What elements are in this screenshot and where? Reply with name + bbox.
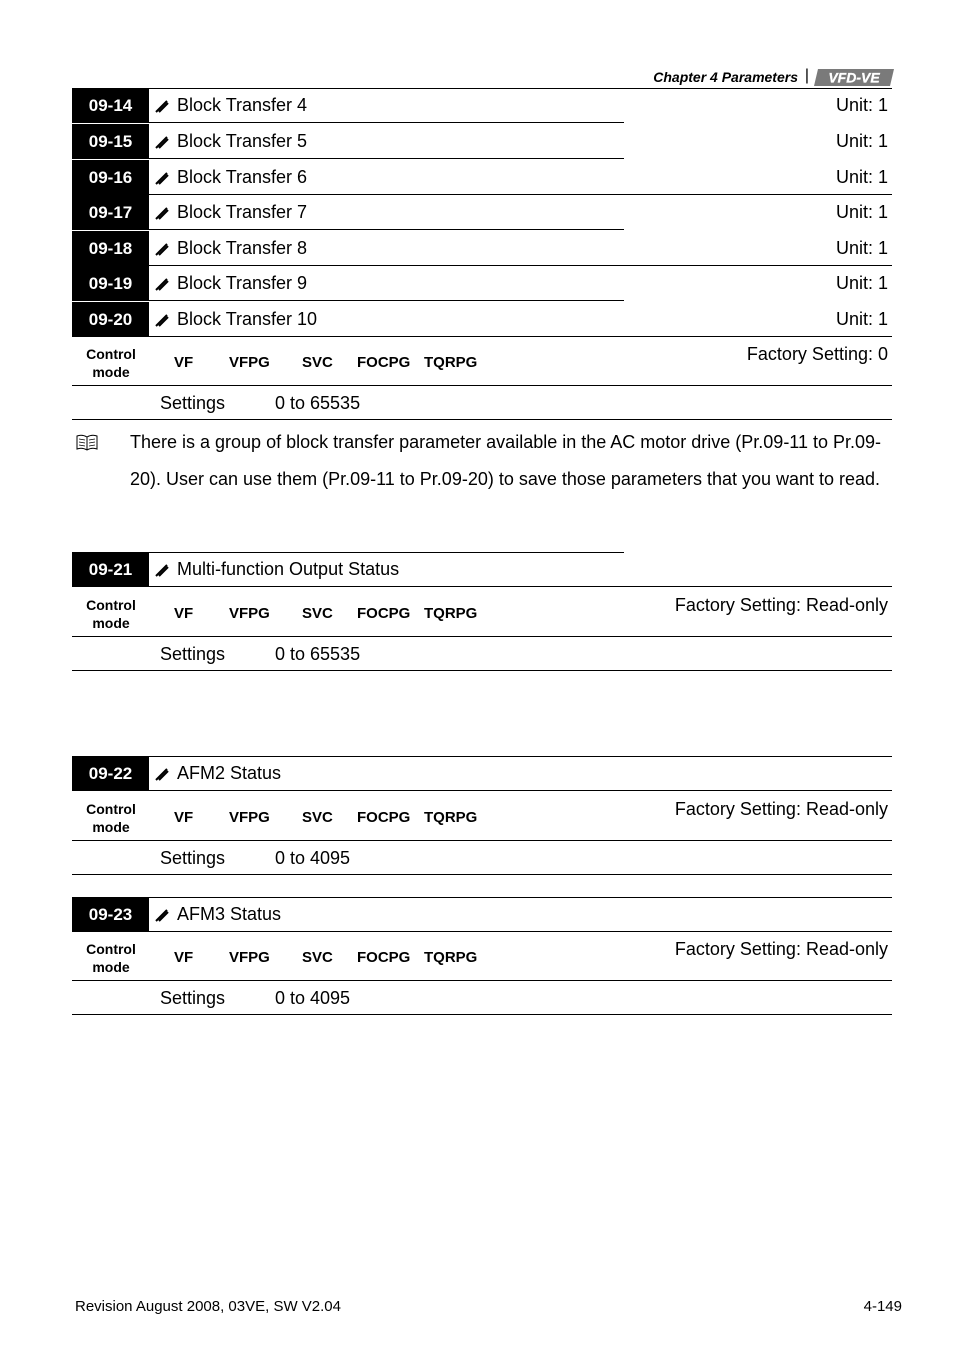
- mode-vfpg: VFPG: [229, 605, 270, 622]
- param-unit: Unit: 1: [835, 167, 888, 187]
- mode-svc: SVC: [302, 809, 333, 826]
- pencil-icon: [154, 312, 170, 328]
- mode-tqrpg: TQRPG: [424, 949, 478, 966]
- mode-tqrpg: TQRPG: [424, 354, 478, 371]
- mode-svc: SVC: [302, 949, 333, 966]
- mode-vfpg: VFPG: [229, 949, 270, 966]
- param-unit: Unit: 1: [835, 202, 888, 222]
- control-mode-label: Control mode: [86, 941, 136, 975]
- header-separator: |: [804, 67, 809, 84]
- mode-tqrpg: TQRPG: [424, 809, 478, 826]
- mode-vf: VF: [174, 949, 194, 966]
- mode-vf: VF: [174, 354, 194, 371]
- param-name: Multi-function Output Status: [177, 559, 400, 579]
- param-unit: Unit: 1: [835, 238, 888, 258]
- control-mode-row: [72, 793, 892, 841]
- factory-setting: Factory Setting: Read-only: [674, 595, 888, 615]
- param-name: AFM2 Status: [177, 763, 282, 783]
- mode-svc: SVC: [302, 354, 333, 371]
- control-mode-label: Control mode: [86, 801, 136, 835]
- pencil-icon: [154, 170, 170, 186]
- param-name: Block Transfer 7: [177, 202, 308, 222]
- settings-label: Settings: [160, 393, 226, 413]
- factory-setting: Factory Setting: Read-only: [674, 939, 888, 959]
- mode-vf: VF: [174, 809, 194, 826]
- settings-label: Settings: [160, 848, 226, 868]
- book-icon: [76, 434, 98, 452]
- mode-vf: VF: [174, 605, 194, 622]
- factory-setting: Factory Setting: 0: [746, 344, 888, 364]
- param-unit: Unit: 1: [835, 273, 888, 293]
- pencil-icon: [154, 98, 170, 114]
- settings-value: 0 to 4095: [275, 988, 351, 1008]
- pencil-icon: [154, 205, 170, 221]
- factory-setting: Factory Setting: Read-only: [674, 799, 888, 819]
- param-code: 09-21: [72, 552, 149, 587]
- control-mode-row: [72, 589, 892, 637]
- note-text: There is a group of block transfer parameter available in the AC motor drive (Pr.09-11 to Pr.09-20). User can use them (Pr.09-11 to Pr.09-20) to save those parameters that you want to read.: [130, 432, 882, 489]
- settings-row: [72, 842, 892, 875]
- param-name: Block Transfer 8: [177, 238, 308, 258]
- pencil-icon: [154, 562, 170, 578]
- param-name: Block Transfer 5: [177, 131, 308, 151]
- mode-vfpg: VFPG: [229, 354, 270, 371]
- pencil-icon: [154, 134, 170, 150]
- param-code: 09-15: [72, 124, 149, 159]
- mode-vfpg: VFPG: [229, 809, 270, 826]
- param-row-09-15: [72, 124, 892, 159]
- param-row-09-14: [72, 88, 892, 123]
- mode-focpg: FOCPG: [357, 809, 411, 826]
- param-row-09-17: [72, 195, 892, 230]
- param-code: 09-17: [72, 195, 149, 230]
- settings-row: [72, 982, 892, 1015]
- param-name: Block Transfer 9: [177, 273, 308, 293]
- settings-value: 0 to 65535: [275, 644, 361, 664]
- param-name: Block Transfer 6: [177, 167, 308, 187]
- param-row-09-21: [72, 552, 892, 587]
- param-name: Block Transfer 10: [177, 309, 318, 329]
- page-header: [560, 64, 900, 88]
- revision-text: Revision August 2008, 03VE, SW V2.04: [75, 1298, 341, 1315]
- settings-row: [72, 387, 892, 420]
- mode-tqrpg: TQRPG: [424, 605, 478, 622]
- control-mode-row: [72, 338, 892, 386]
- page-number: 4-149: [863, 1298, 902, 1315]
- control-mode-label: Control mode: [86, 597, 136, 631]
- mode-focpg: FOCPG: [357, 949, 411, 966]
- param-code: 09-20: [72, 302, 149, 337]
- param-row-09-19: [72, 266, 892, 301]
- svg-text:VFD-VE: VFD-VE: [828, 69, 880, 86]
- param-code: 09-18: [72, 231, 149, 266]
- param-code: 09-16: [72, 160, 149, 195]
- param-code: 09-23: [72, 897, 149, 932]
- param-name: AFM3 Status: [177, 904, 282, 924]
- param-name: Block Transfer 4: [177, 95, 308, 115]
- param-row-09-18: [72, 231, 892, 266]
- vfd-ve-logo: [814, 69, 894, 86]
- param-unit: Unit: 1: [835, 95, 888, 115]
- param-row-09-20: [72, 302, 892, 337]
- settings-label: Settings: [160, 644, 226, 664]
- control-mode-label: Control mode: [86, 346, 136, 380]
- pencil-icon: [154, 276, 170, 292]
- param-row-09-22: [72, 756, 892, 791]
- pencil-icon: [154, 907, 170, 923]
- chapter-title: Chapter 4 Parameters: [653, 69, 798, 85]
- param-row-09-16: [72, 160, 892, 195]
- param-unit: Unit: 1: [835, 131, 888, 151]
- settings-label: Settings: [160, 988, 226, 1008]
- settings-row: [72, 638, 892, 671]
- settings-value: 0 to 4095: [275, 848, 351, 868]
- mode-svc: SVC: [302, 605, 333, 622]
- pencil-icon: [154, 241, 170, 257]
- param-row-09-23: [72, 897, 892, 932]
- param-code: 09-19: [72, 266, 149, 301]
- pencil-icon: [154, 766, 170, 782]
- settings-value: 0 to 65535: [275, 393, 361, 413]
- param-code: 09-14: [72, 88, 149, 123]
- mode-focpg: FOCPG: [357, 605, 411, 622]
- param-code: 09-22: [72, 756, 149, 791]
- control-mode-row: [72, 933, 892, 981]
- mode-focpg: FOCPG: [357, 354, 411, 371]
- param-unit: Unit: 1: [835, 309, 888, 329]
